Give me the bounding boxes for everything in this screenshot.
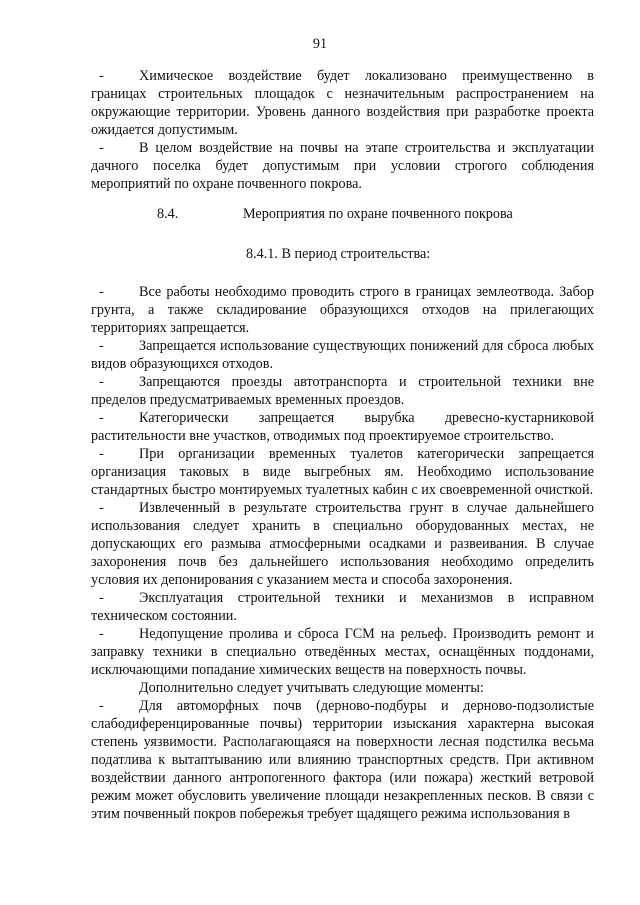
dash-marker: - (99, 698, 104, 714)
section-title: Мероприятия по охране почвенного покрова (243, 206, 513, 222)
list-item: - Недопущение пролива и сброса ГСМ на рельеф. Производить ремонт и заправку техники в специально отведённых местах, оснащённых поддонами, исключающими попадание химических веществ на поверхность почвы. (91, 626, 594, 678)
list-item: - При организации временных туалетов категорически запрещается организация таковых в виде выгребных ям. Необходимо использование стандартных быстро монтируемых туалетных кабин с их своевременной очисткой. (91, 446, 594, 498)
measures-list (91, 283, 594, 823)
list-item: - Химическое воздействие будет локализовано преимущественно в границах строительных площадок с незначительным распространением на окружающие территории. Уровень данного воздействия при разработке проекта ожидается допустимым. (91, 68, 594, 138)
dash-marker: - (99, 446, 104, 462)
subsection-title: 8.4.1. В период строительства: (246, 246, 431, 262)
section-number: 8.4. (157, 206, 179, 222)
list-item: - Категорически запрещается вырубка древесно-кустарниковой растительности вне участков, отводимых под проектируемое строительство. (91, 410, 594, 444)
additional-paragraph: Дополнительно следует учитывать следующие моменты: (139, 680, 484, 696)
dash-marker: - (99, 68, 104, 84)
dash-marker: - (99, 626, 104, 642)
dash-marker: - (99, 410, 104, 426)
dash-marker: - (99, 140, 104, 156)
intro-list (91, 67, 594, 193)
list-item: - В целом воздействие на почвы на этапе строительства и эксплуатации дачного поселка будет допустимым при условии строгого соблюдения мероприятий по охране почвенного покрова. (91, 140, 594, 192)
dash-marker: - (99, 338, 104, 354)
page-number: 91 (312, 36, 328, 52)
dash-marker: - (99, 284, 104, 300)
list-item: - Эксплуатация строительной техники и механизмов в исправном техническом состоянии. (91, 590, 594, 624)
list-item: - Для автоморфных почв (дерново-подбуры и дерново-подзолистые слабодиференцированные почвы) территории изыскания характерна высокая степень уязвимости. Располагающаяся на поверхности лесная подстилка весьма податлива к вытаптыванию или влиянию транспортных средств. При активном воздействии данного антропогенного фактора (или пожара) жесткий ветровой режим может обусловить увеличение площади незакрепленных песков. В связи с этим почвенный покров побережья требует щадящего режима использования в (91, 698, 594, 822)
dash-marker: - (99, 590, 104, 606)
list-item: - Запрещается использование существующих понижений для сброса любых видов образующихся отходов. (91, 338, 594, 372)
list-item: - Все работы необходимо проводить строго в границах землеотвода. Забор грунта, а также складирование образующихся отходов на прилегающих территориях запрещается. (91, 284, 594, 336)
dash-marker: - (99, 500, 104, 516)
dash-marker: - (99, 374, 104, 390)
list-item: - Извлеченный в результате строительства грунт в случае дальнейшего использования следует хранить в специально оборудованных местах, не допускающих его размыва атмосферными осадками и развеивания. В случае захоронения почв без дальнейшего использования необходимо определить условия их депонирования с указанием места и способа захоронения. (91, 500, 594, 588)
list-item: - Запрещаются проезды автотранспорта и строительной техники вне пределов предусматриваемых временных проездов. (91, 374, 594, 408)
